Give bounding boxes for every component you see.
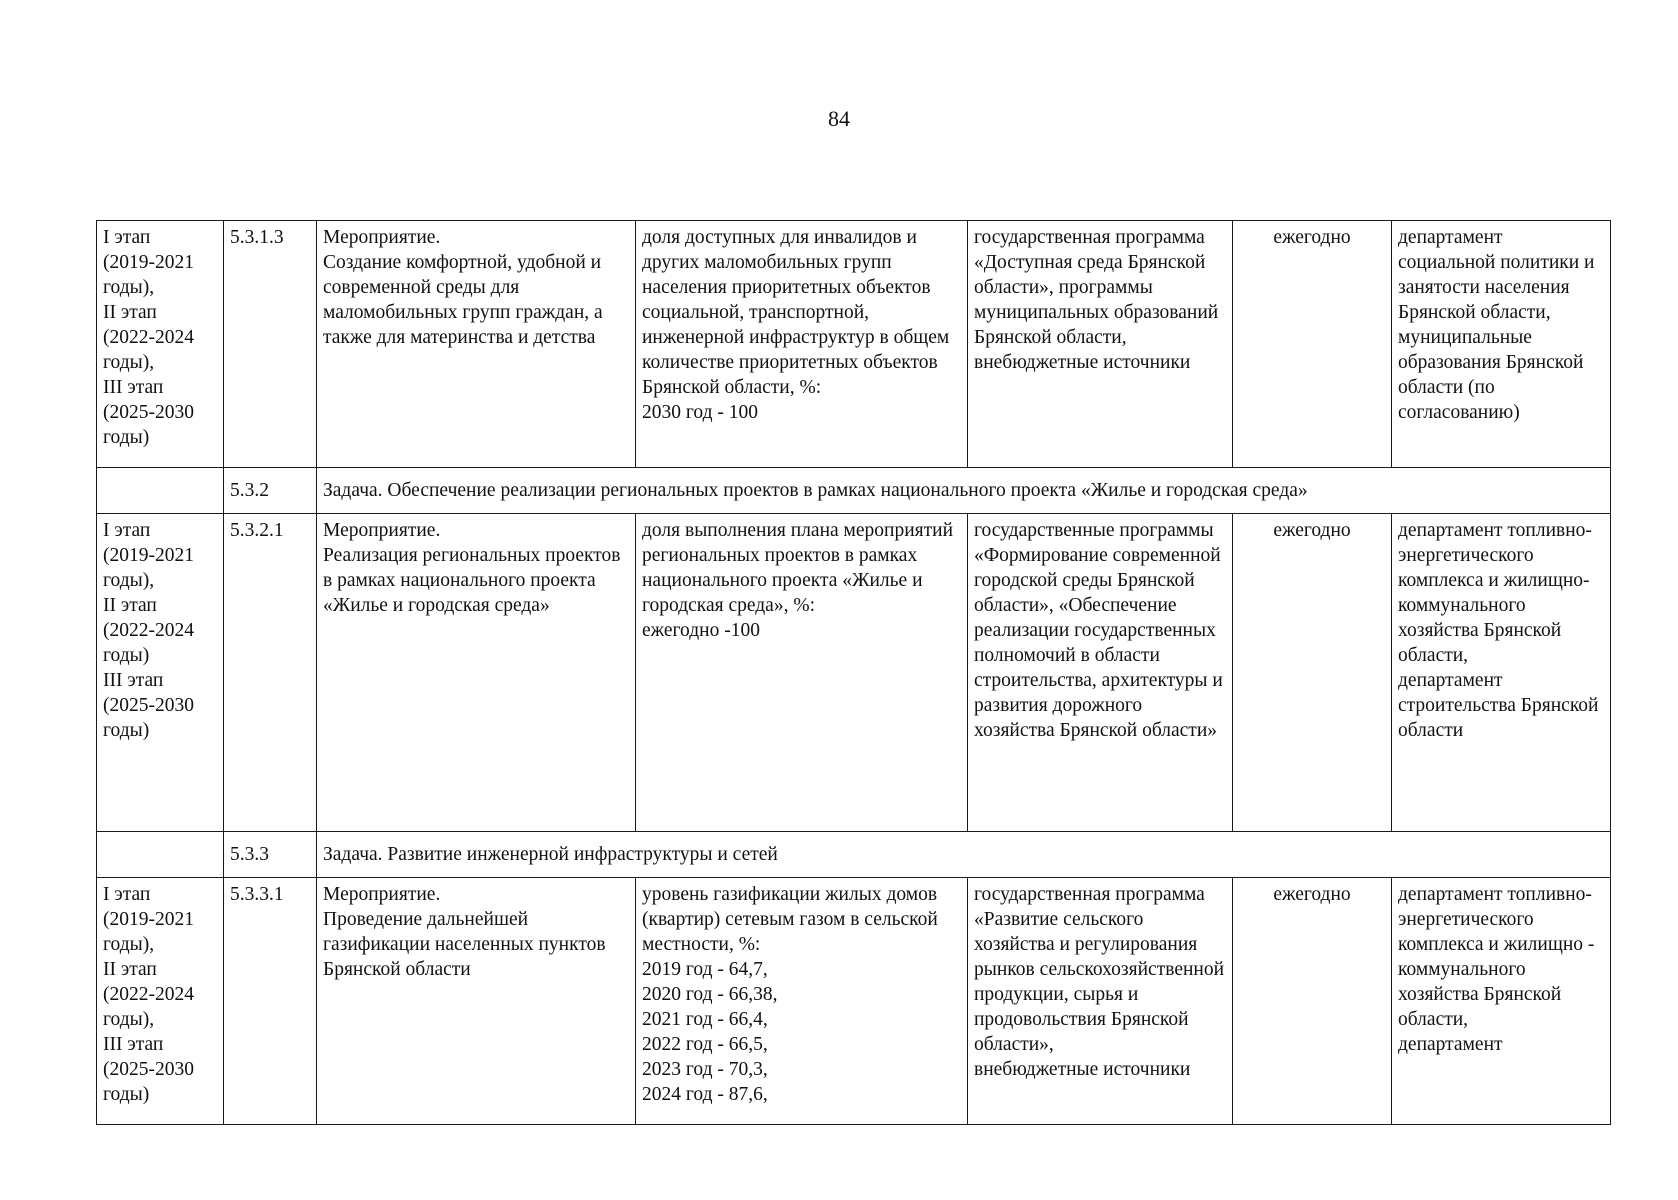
term-cell: ежегодно (1233, 221, 1392, 468)
term-cell: ежегодно (1233, 514, 1392, 832)
funding-source-cell: государственные программы «Формирование современной городской среды Брянской области», «Обеспечение реализации государственных полномочий в области строительства, архитектуры и развития дорожного хозяйства Брянской области» (968, 514, 1233, 832)
executor-cell: департамент топливно-энергетического комплекса и жилищно-коммунального хозяйства Брянской области, департамент строительства Брянской области (1392, 514, 1611, 832)
indicator-cell: доля выполнения плана мероприятий региональных проектов в рамках национального проекта «Жилье и городская среда», %: ежегодно -100 (636, 514, 968, 832)
task-title-cell: Задача. Развитие инженерной инфраструктуры и сетей (317, 832, 1611, 878)
event-cell: Мероприятие. Реализация региональных проектов в рамках национального проекта «Жилье и городская среда» (317, 514, 636, 832)
funding-source-cell: государственная программа «Развитие сельского хозяйства и регулирования рынков сельскохозяйственной продукции, сырья и продовольствия Брянской области», внебюджетные источники (968, 878, 1233, 1125)
stages-cell: I этап (2019-2021 годы), II этап (2022-2024 годы) III этап (2025-2030 годы) (97, 514, 224, 832)
table-row (97, 221, 1611, 468)
funding-source-cell: государственная программа «Доступная среда Брянской области», программы муниципальных образований Брянской области, внебюджетные источники (968, 221, 1233, 468)
task-number-cell: 5.3.2 (224, 468, 317, 514)
task-number-cell: 5.3.3 (224, 832, 317, 878)
event-cell: Мероприятие. Проведение дальнейшей газификации населенных пунктов Брянской области (317, 878, 636, 1125)
indicator-cell: доля доступных для инвалидов и других маломобильных групп населения приоритетных объектов социальной, транспортной, инженерной инфраструктур в общем количестве приоритетных объектов Брянской области, %: 2030 год - 100 (636, 221, 968, 468)
item-number-cell: 5.3.3.1 (224, 878, 317, 1125)
task-row (97, 832, 1611, 878)
stages-cell: I этап (2019-2021 годы), II этап (2022-2024 годы), III этап (2025-2030 годы) (97, 221, 224, 468)
measures-table (96, 220, 1611, 1125)
term-cell: ежегодно (1233, 878, 1392, 1125)
item-number-cell: 5.3.1.3 (224, 221, 317, 468)
table-row (97, 514, 1611, 832)
empty-stages-cell (97, 468, 224, 514)
task-title-cell: Задача. Обеспечение реализации региональных проектов в рамках национального проекта «Жилье и городская среда» (317, 468, 1611, 514)
item-number-cell: 5.3.2.1 (224, 514, 317, 832)
table-row (97, 878, 1611, 1125)
empty-stages-cell (97, 832, 224, 878)
task-row (97, 468, 1611, 514)
stages-cell: I этап (2019-2021 годы), II этап (2022-2024 годы), III этап (2025-2030 годы) (97, 878, 224, 1125)
indicator-cell: уровень газификации жилых домов (квартир) сетевым газом в сельской местности, %: 2019 год - 64,7, 2020 год - 66,38, 2021 год - 66,4, 2022 год - 66,5, 2023 год - 70,3, 2024 год - 87,6, (636, 878, 968, 1125)
event-cell: Мероприятие. Создание комфортной, удобной и современной среды для маломобильных групп граждан, а также для материнства и детства (317, 221, 636, 468)
executor-cell: департамент топливно-энергетического комплекса и жилищно - коммунального хозяйства Брянской области, департамент (1392, 878, 1611, 1125)
page-number: 84 (828, 106, 850, 131)
executor-cell: департамент социальной политики и занятости населения Брянской области, муниципальные образования Брянской области (по согласованию) (1392, 221, 1611, 468)
